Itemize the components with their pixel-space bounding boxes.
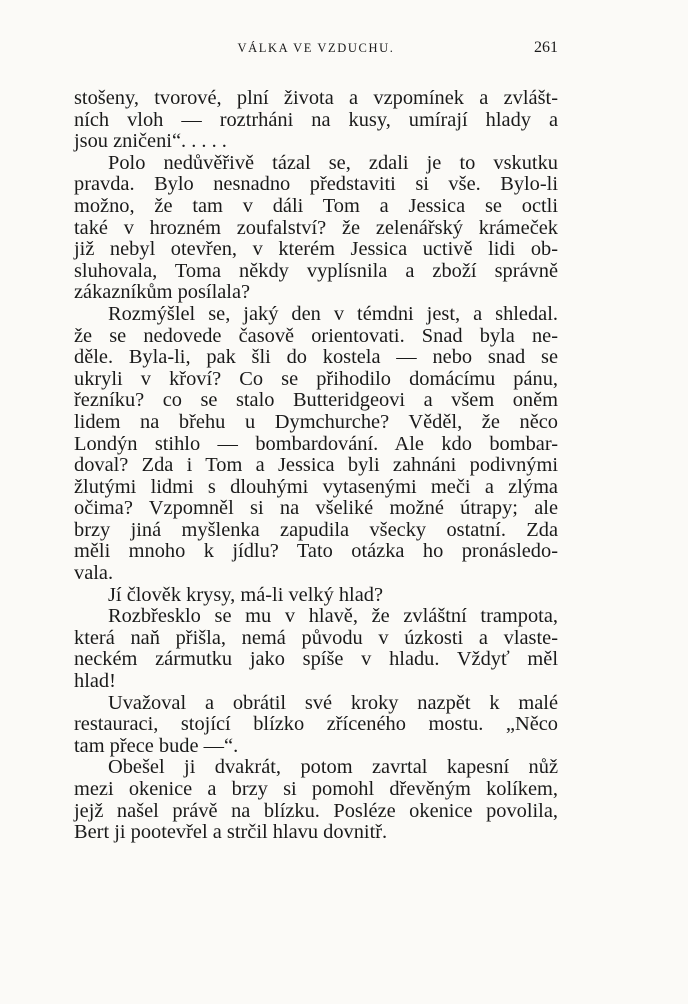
text-line: že se nedovede časově orientovati. Snad byla ne- <box>74 324 558 347</box>
text-line: Polo nedůvěřivě tázal se, zdali je to vskutku <box>108 151 558 174</box>
paragraph <box>74 88 558 153</box>
text-line: doval? Zda i Tom a Jessica byli zahnáni podivnými <box>74 454 558 477</box>
paragraph <box>74 304 558 585</box>
text-line: již nebyl otevřen, v kterém Jessica uctivě lidi ob- <box>74 238 558 261</box>
paragraph <box>74 693 558 758</box>
text-line: lidem na břehu u Dymchurche? Věděl, že něco <box>74 410 558 433</box>
text-line: Obešel ji dvakrát, potom zavrtal kapesní nůž <box>108 756 558 779</box>
paragraph <box>74 153 558 304</box>
text-line: tam přece bude —“. <box>74 734 239 757</box>
text-line: neckém zármutku jako spíše v hladu. Vždyť měl <box>74 648 558 671</box>
text-line: děle. Byla-li, pak šli do kostela — nebo snad se <box>74 346 558 369</box>
running-head <box>74 38 558 60</box>
text-line: Rozmýšlel se, jaký den v témdni jest, a shledal. <box>108 302 558 325</box>
text-line: měli mnoho k jídlu? Tato otázka ho pronásledo- <box>74 540 558 563</box>
text-line: Londýn stihlo — bombardování. Ale kdo bombar- <box>74 432 558 455</box>
text-line: stošeny, tvorové, plní života a vzpomínek a zvlášt- <box>74 87 558 109</box>
text-line: Jí člověk krysy, má-li velký hlad? <box>108 583 384 606</box>
text-line: očima? Vzpomněl si na všeliké možné útrapy; ale <box>74 497 558 520</box>
running-title: VÁLKA VE VZDUCHU. <box>237 41 395 55</box>
text-line: sluhovala, Toma někdy vyplísnila a zboží správně <box>74 259 558 282</box>
text-line: která naň přišla, nemá původu v úzkosti a vlaste- <box>74 626 558 649</box>
page-number: 261 <box>534 39 558 56</box>
text-line: také v hrozném zoufalství? že zelenářský krámeček <box>74 216 558 239</box>
text-line: ukryli v křoví? Co se přihodilo domácímu pánu, <box>74 367 558 390</box>
text-line: hlad! <box>74 670 116 693</box>
text-line: jsou zničeni“. . . . . <box>74 130 227 153</box>
text-line: jejž našel právě na blízku. Posléze okenice povolila, <box>74 799 558 822</box>
paragraph <box>74 757 558 843</box>
text-line: brzy jiná myšlenka zapudila všecky ostatní. Zda <box>74 518 558 541</box>
body-text <box>74 88 558 844</box>
text-line: restauraci, stojící blízko zříceného mostu. „Něco <box>74 713 558 736</box>
text-line: žlutými lidmi s dlouhými vytasenými meči a zlýma <box>74 475 558 498</box>
text-line: ních vloh — roztrháni na kusy, umírají hlady a <box>74 108 558 131</box>
text-line: Bert ji pootevřel a strčil hlavu dovnitř. <box>74 821 388 844</box>
paragraph <box>74 585 558 607</box>
text-line: vala. <box>74 562 114 585</box>
text-line: pravda. Bylo nesnadno představiti si vše. Bylo-li <box>74 173 558 196</box>
text-line: zákazníkům posílala? <box>74 281 251 304</box>
text-line: řezníku? co se stalo Butteridgeovi a všem oněm <box>74 389 558 412</box>
text-line: možno, že tam v dáli Tom a Jessica se octli <box>74 194 558 217</box>
text-line: Rozbřesklo se mu v hlavě, že zvláštní trampota, <box>108 605 558 628</box>
text-line: mezi okenice a brzy si pomohl dřevěným kolíkem, <box>74 778 558 800</box>
paragraph <box>74 606 558 692</box>
text-line: Uvažoval a obrátil své kroky nazpět k malé <box>108 691 558 714</box>
